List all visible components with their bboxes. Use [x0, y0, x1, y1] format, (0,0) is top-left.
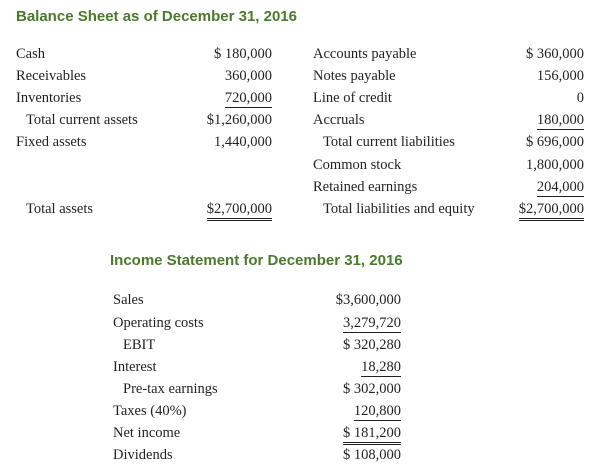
is-label-ebit: EBIT	[123, 337, 156, 353]
is-value-dividends: $ 108,000	[343, 447, 401, 463]
liab-label-total-current-liabilities: Total current liabilities	[323, 134, 455, 150]
is-value-taxes: 120,800	[353, 403, 401, 419]
is-label-operating-costs: Operating costs	[113, 315, 204, 331]
asset-value-fixed-assets: 1,440,000	[214, 134, 272, 150]
total-liab-equity-label: Total liabilities and equity	[323, 201, 475, 217]
liab-value-accounts-payable: $ 360,000	[526, 46, 584, 62]
asset-value-total-current-assets: $1,260,000	[206, 112, 272, 128]
liab-value-line-of-credit: 0	[576, 90, 584, 106]
balance-sheet-title: Balance Sheet as of December 31, 2016	[16, 8, 297, 25]
is-value-ebit: $ 320,280	[343, 337, 401, 353]
liab-value-retained-earnings: 204,000	[536, 179, 584, 195]
liab-label-accounts-payable: Accounts payable	[313, 46, 417, 62]
is-label-net-income: Net income	[113, 425, 181, 441]
is-label-sales: Sales	[113, 292, 144, 308]
asset-label-receivables: Receivables	[16, 68, 87, 84]
liab-label-accruals: Accruals	[313, 112, 365, 128]
liab-label-retained-earnings: Retained earnings	[313, 179, 418, 195]
asset-value-receivables: 360,000	[224, 68, 272, 84]
liab-value-total-current-liabilities: $ 696,000	[526, 134, 584, 150]
liab-label-notes-payable: Notes payable	[313, 68, 396, 84]
asset-label-inventories: Inventories	[16, 90, 82, 106]
total-assets-label: Total assets	[26, 201, 94, 217]
is-value-sales: $3,600,000	[335, 292, 401, 308]
liab-value-accruals: 180,000	[536, 112, 584, 128]
income-statement-title: Income Statement for December 31, 2016	[110, 252, 403, 269]
liab-label-common-stock: Common stock	[313, 157, 402, 173]
is-value-net-income: $ 181,200	[343, 424, 401, 445]
asset-value-cash: $ 180,000	[214, 46, 272, 62]
is-value-interest: 18,280	[361, 359, 401, 375]
liab-label-line-of-credit: Line of credit	[313, 90, 392, 106]
asset-value-inventories: 720,000	[224, 90, 272, 106]
total-assets-value: $2,700,000	[207, 200, 272, 221]
is-label-interest: Interest	[113, 359, 157, 375]
is-value-pretax-earnings: $ 302,000	[343, 381, 401, 397]
is-label-taxes: Taxes (40%)	[113, 403, 187, 419]
is-value-operating-costs: 3,279,720	[343, 315, 401, 331]
asset-label-fixed-assets: Fixed assets	[16, 134, 87, 150]
liab-value-common-stock: 1,800,000	[526, 157, 584, 173]
asset-label-total-current-assets: Total current assets	[26, 112, 138, 128]
is-label-dividends: Dividends	[113, 447, 173, 463]
total-liab-equity-value: $2,700,000	[519, 200, 584, 221]
asset-label-cash: Cash	[16, 46, 45, 62]
liab-value-notes-payable: 156,000	[536, 68, 584, 84]
is-label-pretax-earnings: Pre-tax earnings	[123, 381, 218, 397]
